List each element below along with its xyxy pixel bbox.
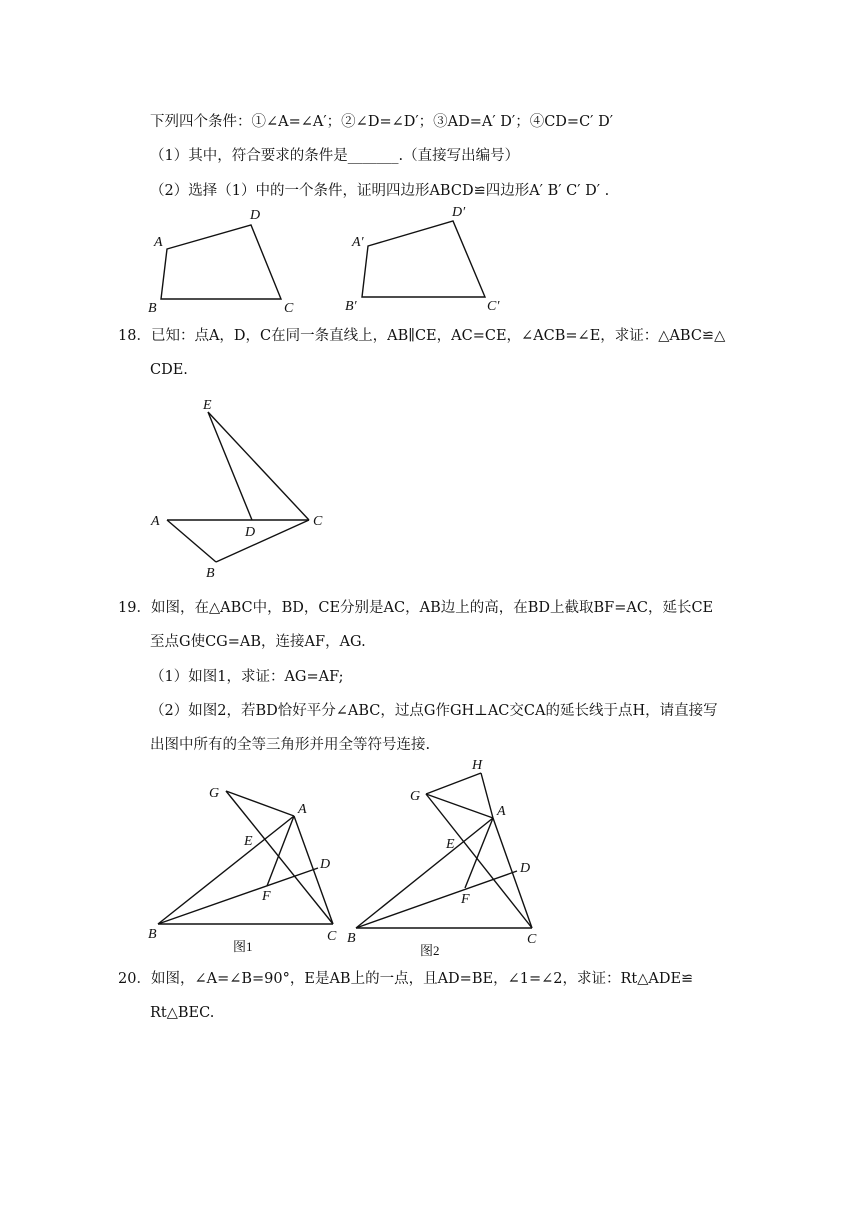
q17-part2: （2）选择（1）中的一个条件，证明四边形ABCD≌四边形A′ B′ C′ D′ .	[150, 183, 610, 199]
q20-line2: Rt△BEC.	[150, 1005, 215, 1021]
label-e: E	[446, 837, 455, 852]
caption-fig2: 图2	[420, 943, 440, 958]
label-e: E	[203, 398, 212, 413]
label-c: C	[284, 301, 294, 316]
label-a: A	[151, 514, 160, 529]
q19-part2-line1: （2）如图2，若BD恰好平分∠ABC，过点G作GH⊥AC交CA的延长线于点H，请直接写	[150, 703, 718, 719]
label-b: B	[148, 301, 157, 316]
label-f: F	[461, 892, 470, 907]
label-c: C	[327, 929, 337, 944]
label-a: A	[497, 804, 506, 819]
label-d: D	[245, 525, 256, 540]
label-d: D	[520, 861, 531, 876]
q18-line1: 18．已知：点A，D，C在同一条直线上，AB∥CE，AC=CE，∠ACB=∠E，求证：△ABC≌△	[118, 328, 726, 344]
label-d-prime: D′	[452, 205, 466, 220]
q19-line1: 19．如图，在△ABC中，BD，CE分别是AC，AB边上的高，在BD上截取BF=AC，延长CE	[118, 600, 714, 616]
label-c-prime: C′	[487, 299, 500, 314]
q20-line1: 20．如图，∠A=∠B=90°，E是AB上的一点，且AD=BE，∠1=∠2，求证：Rt△ADE≌	[118, 971, 694, 987]
label-d: D	[250, 208, 261, 223]
label-c: C	[313, 514, 323, 529]
label-a: A	[298, 802, 307, 817]
label-b-prime: B′	[345, 299, 357, 314]
q17-conditions: 下列四个条件：①∠A=∠A′；②∠D=∠D′；③AD=A′ D′；④CD=C′ D′	[150, 114, 613, 130]
label-b: B	[206, 566, 215, 581]
q19-line2: 至点G使CG=AB，连接AF，AG.	[150, 634, 366, 650]
label-d: D	[320, 857, 331, 872]
label-c: C	[527, 932, 537, 947]
label-a: A	[154, 235, 163, 250]
q17-part1: （1）其中，符合要求的条件是_______.（直接写出编号）	[150, 148, 520, 164]
label-g: G	[209, 786, 220, 801]
label-e: E	[244, 834, 253, 849]
label-g: G	[410, 789, 421, 804]
label-b: B	[347, 931, 356, 946]
label-a-prime: A′	[352, 235, 364, 250]
q19-part2-line2: 出图中所有的全等三角形并用全等符号连接.	[150, 737, 431, 753]
q19-part1: （1）如图1，求证：AG=AF;	[150, 669, 344, 685]
caption-fig1: 图1	[233, 939, 253, 954]
label-b: B	[148, 927, 157, 942]
label-h: H	[472, 758, 483, 773]
q18-line2: CDE.	[150, 362, 188, 378]
label-f: F	[262, 889, 271, 904]
